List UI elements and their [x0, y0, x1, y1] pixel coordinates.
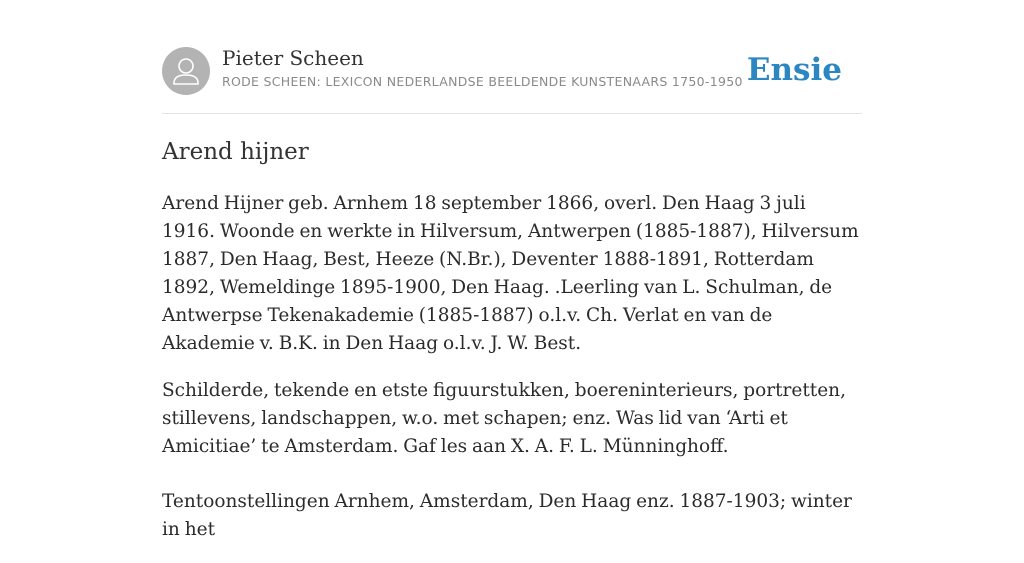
author-source: RODE SCHEEN: LEXICON NEDERLANDSE BEELDENDE KUNSTENAARS 1750-1950: [222, 74, 743, 89]
avatar[interactable]: [162, 47, 210, 95]
article-paragraph: Arend Hijner geb. Arnhem 18 september 1866, overl. Den Haag 3 juli 1916. Woonde en werkte in Hilversum, Antwerpen (1885-1887), Hilversum 1887, Den Haag, Best, Heeze (N.Br.), Deventer 1888-1891, Rotterdam 1892, Wemeldinge 1895-1900, Den Haag. .Leerling van L. Schulman, de Antwerpse Tekenakademie (1885-1887) o.l.v. Ch. Verlat en van de Akademie v. B.K. in Den Haag o.l.v. J. W. Best.: [162, 193, 859, 354]
article: [162, 136, 862, 563]
divider: [162, 113, 862, 114]
article-paragraph: Tentoonstellingen Arnhem, Amsterdam, Den Haag enz. 1887-1903; winter in het: [162, 491, 852, 540]
user-icon: [162, 47, 210, 95]
article-title: Arend hijner: [162, 139, 309, 165]
author-header: [162, 46, 862, 96]
brand-logo[interactable]: Ensie: [746, 52, 842, 88]
article-paragraph: Schilderde, tekende en etste figuurstukken, boereninterieurs, portretten, stillevens, landschappen, w.o. met schapen; enz. Was lid van ‘Arti et Amicitiae’ te Amsterdam. Gaf les aan X. A. F. L. Münninghoff.: [162, 380, 846, 457]
author-name[interactable]: Pieter Scheen: [222, 46, 364, 70]
